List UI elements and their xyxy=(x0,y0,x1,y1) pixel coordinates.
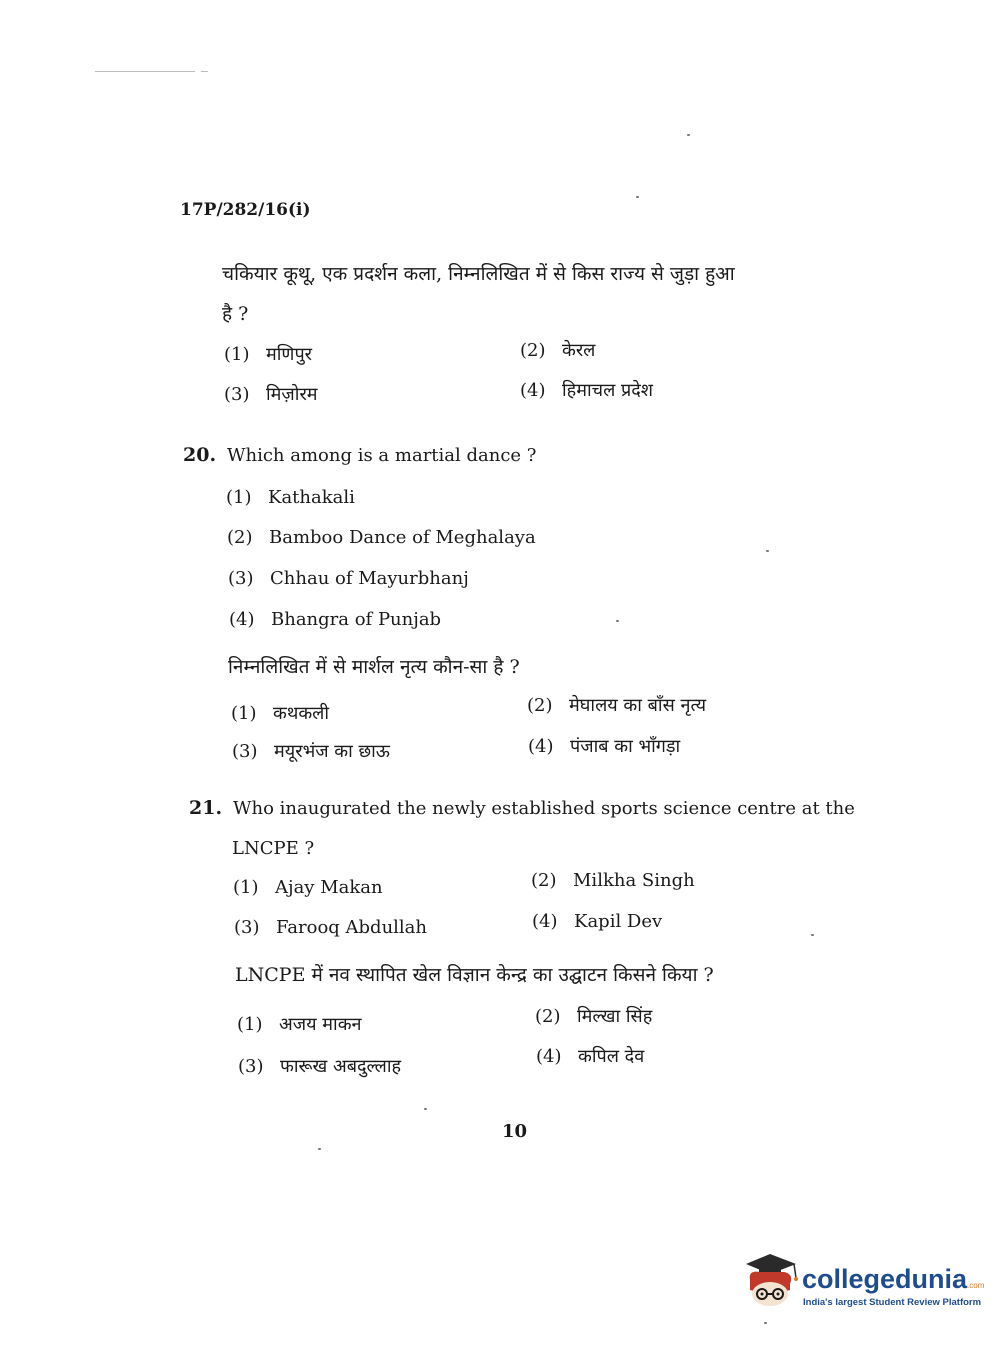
option-text: मिल्खा सिंह xyxy=(577,1006,653,1027)
q21-hi-option-1 xyxy=(237,1012,362,1036)
option-number: (3) xyxy=(228,568,254,589)
q21-question-line1 xyxy=(189,797,855,819)
option-text: Chhau of Mayurbhanj xyxy=(270,568,469,589)
q20-hi-option-1 xyxy=(231,701,329,725)
option-text: केरल xyxy=(562,340,596,361)
brand-domain: .com xyxy=(967,1281,985,1290)
q20-option-3 xyxy=(228,568,469,589)
scan-speck xyxy=(811,934,814,936)
option-text: मयूरभंज का छाऊ xyxy=(274,741,390,762)
mascot-icon xyxy=(740,1250,800,1312)
option-number: (3) xyxy=(224,384,250,405)
option-text: Milkha Singh xyxy=(573,870,695,891)
q19-hi-option-4 xyxy=(520,378,653,402)
q20-option-2 xyxy=(227,527,536,548)
option-number: (4) xyxy=(520,380,546,401)
option-number: (2) xyxy=(520,340,546,361)
q20-question xyxy=(183,444,536,466)
q19-hi-option-2 xyxy=(520,338,595,362)
q19-hi-option-1 xyxy=(224,342,312,366)
scan-speck xyxy=(766,550,769,552)
question-text: Who inaugurated the newly established sports science centre at the xyxy=(233,798,855,819)
q19-hi-question-line2: है ? xyxy=(222,303,249,325)
brand-name-row xyxy=(802,1264,984,1295)
option-number: (3) xyxy=(232,741,258,762)
option-text: मिज़ोरम xyxy=(266,384,318,405)
option-text: मेघालय का बाँस नृत्य xyxy=(569,695,707,716)
q21-hi-option-2 xyxy=(535,1004,652,1028)
option-number: (2) xyxy=(531,870,557,891)
question-number: 21. xyxy=(189,797,223,819)
option-text: अजय माकन xyxy=(279,1014,362,1035)
option-text: Kapil Dev xyxy=(574,911,663,932)
q21-hi-question: LNCPE में नव स्थापित खेल विज्ञान केन्द्र का उद्घाटन किसने किया ? xyxy=(235,964,714,986)
paper-code: 17P/282/16(i) xyxy=(180,200,311,220)
q20-hi-option-2 xyxy=(527,693,706,717)
scan-speck xyxy=(616,620,619,622)
option-text: हिमाचल प्रदेश xyxy=(562,380,654,401)
option-text: Farooq Abdullah xyxy=(276,917,427,938)
option-number: (1) xyxy=(224,344,250,365)
scan-speck xyxy=(764,1322,767,1324)
top-rule-tail xyxy=(201,71,208,72)
q20-option-4 xyxy=(229,609,441,630)
option-number: (4) xyxy=(532,911,558,932)
scan-speck xyxy=(318,1148,321,1150)
q21-option-2 xyxy=(531,870,695,891)
option-number: (1) xyxy=(237,1014,263,1035)
brand-name: collegedunia xyxy=(802,1264,968,1294)
option-text: Bhangra of Punjab xyxy=(271,609,442,630)
q20-option-1 xyxy=(226,487,355,508)
page-number: 10 xyxy=(502,1121,528,1142)
option-text: पंजाब का भाँगड़ा xyxy=(570,736,681,757)
option-number: (3) xyxy=(234,917,260,938)
option-text: मणिपुर xyxy=(266,344,313,365)
option-number: (4) xyxy=(229,609,255,630)
question-text: Which among is a martial dance ? xyxy=(227,445,537,466)
q21-hi-option-4 xyxy=(536,1044,644,1068)
option-number: (1) xyxy=(226,487,252,508)
q21-option-1 xyxy=(233,877,383,898)
option-text: कपिल देव xyxy=(578,1046,645,1067)
option-number: (4) xyxy=(528,736,554,757)
option-number: (2) xyxy=(227,527,253,548)
option-text: Bamboo Dance of Meghalaya xyxy=(269,527,536,548)
option-text: कथकली xyxy=(273,703,330,724)
brand-tagline: India's largest Student Review Platform xyxy=(803,1297,982,1308)
q19-hi-option-3 xyxy=(224,382,318,406)
watermark-logo xyxy=(740,1250,985,1312)
option-text: फारूख अबदुल्लाह xyxy=(280,1056,402,1077)
option-number: (1) xyxy=(231,703,257,724)
option-number: (1) xyxy=(233,877,259,898)
q21-question-line2: LNCPE ? xyxy=(232,838,315,859)
scan-speck xyxy=(636,196,639,198)
scan-speck xyxy=(424,1108,427,1110)
q20-hi-question: निम्नलिखित में से मार्शल नृत्य कौन-सा है ? xyxy=(228,656,520,678)
option-number: (2) xyxy=(527,695,553,716)
q20-hi-option-3 xyxy=(232,739,390,763)
q21-hi-option-3 xyxy=(238,1054,401,1078)
q21-option-4 xyxy=(532,911,662,932)
q20-hi-option-4 xyxy=(528,734,680,758)
option-text: Ajay Makan xyxy=(275,877,383,898)
scan-speck xyxy=(687,134,690,136)
top-rule xyxy=(95,71,195,72)
q19-hi-question-line1: चकियार कूथू, एक प्रदर्शन कला, निम्नलिखित में से किस राज्य से जुड़ा हुआ xyxy=(222,263,735,285)
option-number: (2) xyxy=(535,1006,561,1027)
question-number: 20. xyxy=(183,444,217,466)
q21-option-3 xyxy=(234,917,427,938)
option-number: (3) xyxy=(238,1056,264,1077)
option-number: (4) xyxy=(536,1046,562,1067)
option-text: Kathakali xyxy=(268,487,355,508)
